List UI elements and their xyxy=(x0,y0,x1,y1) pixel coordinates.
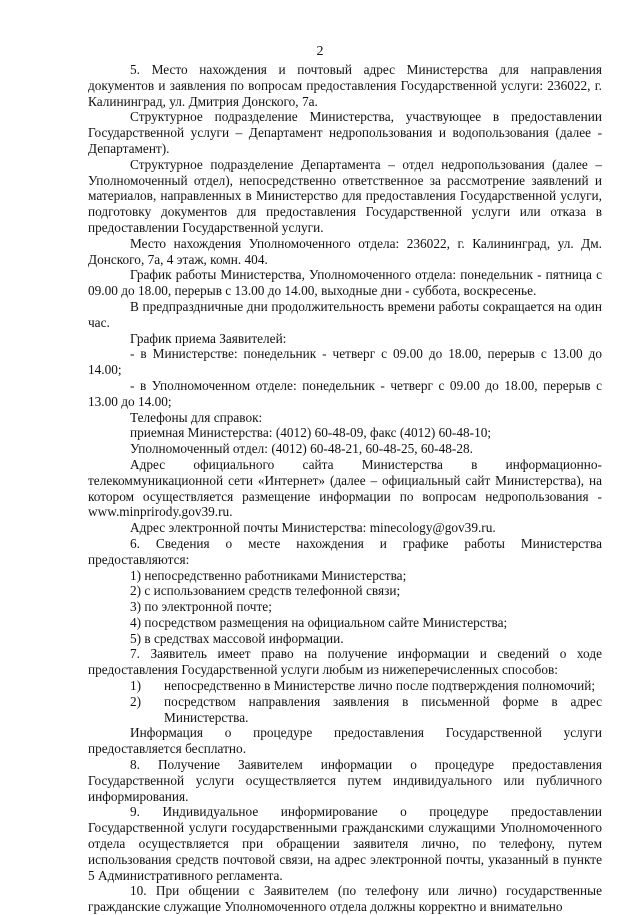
paragraph: 6. Сведения о месте нахождения и графике работы Министерства предоставляются: xyxy=(88,535,602,567)
list-item-text: непосредственно в Министерстве лично после подтверждения полномочий; xyxy=(164,678,596,694)
list-item: 4) посредством размещения на официальном сайте Министерства; xyxy=(130,614,508,630)
paragraph: Структурное подразделение Департамента – отдел недропользования (далее – Уполномоченный отдел), непосредственно ответственное за рассмотрение заявлений и материалов, направленных в Министерство для предоставления Государственной услуги, подготовку документов для предоставления Государственной услуги или отказа в предоставлении Государственной услуги. xyxy=(88,156,602,235)
document-body xyxy=(88,62,602,915)
paragraph: График приема Заявителей: xyxy=(130,330,287,346)
list-item-number: 1) xyxy=(130,678,142,694)
paragraph: График работы Министерства, Уполномоченного отдела: понедельник - пятница с 09.00 до 18.00, перерыв с 13.00 до 14.00, выходные дни - суббота, воскресенье. xyxy=(88,267,602,299)
list-item-text: посредством направления заявления в письменной форме в адрес Министерства. xyxy=(164,693,602,725)
numbered-list-item xyxy=(88,678,602,694)
paragraph: 8. Получение Заявителем информации о процедуре предоставления Государственной услуги осуществляется путем индивидуального или публичного информирования. xyxy=(88,757,602,804)
paragraph: Адрес электронной почты Министерства: minecology@gov39.ru. xyxy=(130,520,496,536)
paragraph: 5. Место нахождения и почтовый адрес Министерства для направления документов и заявления по вопросам предоставления Государственной услуги: 236022, г. Калининград, ул. Дмитрия Донского, 7а. xyxy=(88,62,602,109)
paragraph: - в Министерстве: понедельник - четверг с 09.00 до 18.00, перерыв с 13.00 до 14.00; xyxy=(88,346,602,378)
paragraph: - в Уполномоченном отделе: понедельник - четверг с 09.00 до 18.00, перерыв с 13.00 до 14.00; xyxy=(88,377,602,409)
list-item: 5) в средствах массовой информации. xyxy=(130,630,344,646)
page-number: 2 xyxy=(316,44,324,59)
paragraph: Уполномоченный отдел: (4012) 60-48-21, 60-48-25, 60-48-28. xyxy=(130,441,473,457)
paragraph: Структурное подразделение Министерства, участвующее в предоставлении Государственной услуги – Департамент недропользования и водопользования (далее - Департамент). xyxy=(88,109,602,156)
list-item: 3) по электронной почте; xyxy=(130,599,272,615)
paragraph: Место нахождения Уполномоченного отдела: 236022, г. Калининград, ул. Дм. Донского, 7а, 4 этаж, комн. 404. xyxy=(88,235,602,267)
list-item-number: 2) xyxy=(130,693,142,709)
paragraph: приемная Министерства: (4012) 60-48-09, факс (4012) 60-48-10; xyxy=(130,425,492,441)
paragraph: Адрес официального сайта Министерства в информационно-телекоммуникационной сети «Интернет» (далее – официальный сайт Министерства), на котором осуществляется размещение информации по вопросам недропользования - www.minprirody.gov39.ru. xyxy=(88,456,602,520)
paragraph: 9. Индивидуальное информирование о процедуре предоставлении Государственной услуги государственными гражданскими служащими Уполномоченного отдела осуществляется при обращении заявителя лично, по телефону, путем использования средств почтовой связи, на адрес электронной почты, указанный в пункте 5 Административного регламента. xyxy=(88,804,602,883)
paragraph: Телефоны для справок: xyxy=(130,409,263,425)
paragraph: 7. Заявитель имеет право на получение информации и сведений о ходе предоставления Государственной услуги любым из нижеперечисленных способов: xyxy=(88,646,602,678)
paragraph: Информация о процедуре предоставления Государственной услуги предоставляется бесплатно. xyxy=(88,725,602,757)
numbered-list-item xyxy=(88,694,602,726)
list-item: 2) с использованием средств телефонной связи; xyxy=(130,583,401,599)
list-item: 1) непосредственно работниками Министерства; xyxy=(130,567,407,583)
paragraph: 10. При общении с Заявителем (по телефону или лично) государственные гражданские служащие Уполномоченного отдела должны корректно и внимательно xyxy=(88,883,602,915)
paragraph: В предпраздничные дни продолжительность времени работы сокращается на один час. xyxy=(88,298,602,330)
